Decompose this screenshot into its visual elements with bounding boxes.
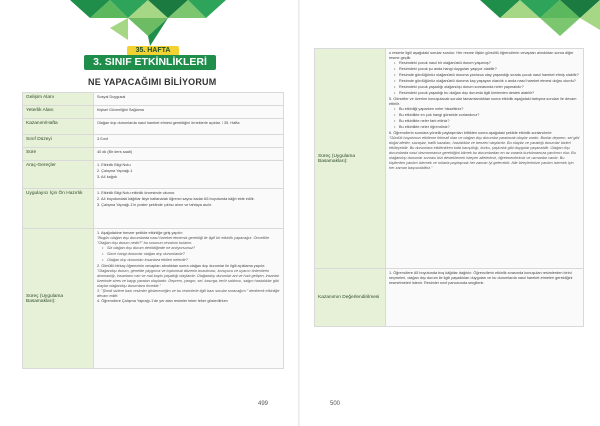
step-text: 6. Öğrencilerin sorulara yönelik paylaşımları bittikten sonra aşağıdaki şekilde etkinlik sonlandırılır: xyxy=(389,131,553,135)
page-number-right: 500 xyxy=(330,401,341,407)
araclar-list xyxy=(97,163,280,180)
quote-text: "Bugün olağan dışı durumlarda nasıl hareket etmemiz gerektiği ile ilgili bir etkinlik yapacağız. Öncelikle "Olağan dışı durum nedir?" bu sorunun cevabını bulalım. xyxy=(97,236,270,245)
step-text: 2. Gönüllü birkaç öğrencinin cevapları alındıktan sonra olağan dışı durumlar ile ilgili açıklama yapılır: xyxy=(97,264,266,268)
list-item: 1. Etkinlik Bilgi Notu etkinlik öncesinde okunur. xyxy=(97,191,176,195)
list-item: • Bu etkinlikte neler fark ettiniz? xyxy=(399,119,580,124)
row-label: Kazanımın Değerlendirilmesi xyxy=(315,269,386,327)
list-item: • Siz olağan dışı durum denildiğinde ne anlıyorsunuz? xyxy=(107,246,280,251)
evaluation-text: 1. Öğrencilere A5 boyutunda boş kâğıtlar dağıtılır. Öğrencilerin etkinlik sırasında konuşulan resimlerden birini seçmeleri, olağan dışı durum ile ilgili yaşadıkları duyguları ve bu durumlarda nasıl hareket etmeleri gerektiğini resmetmeleri istenir. Resimler sınıf panosunda sergilenir. xyxy=(386,269,584,327)
row-label: Süre xyxy=(23,148,94,161)
list-item: • Bu etkinlikte neler öğrendiniz? xyxy=(399,125,580,130)
table-row xyxy=(23,106,284,119)
row-value: 3.Sınıf xyxy=(94,135,284,148)
list-item: 3. A4 kağıdı xyxy=(97,175,118,179)
table-row xyxy=(23,135,284,148)
list-item: • Resimde gördüğünüz olağanüstü duruma yanlızca olay yaşandığı sırada çocuk nasıl hareket etmiş olabilir? xyxy=(399,73,580,78)
surec-right-cell xyxy=(386,49,584,269)
table-row xyxy=(315,269,584,327)
row-label: Süreç (Uygulama Basamakları): xyxy=(315,49,386,269)
picture-question-list xyxy=(389,61,580,96)
row-value: Sosyal Duygusal xyxy=(94,93,284,106)
row-value: Kişisel Güvenliğini Sağlama xyxy=(94,106,284,119)
row-value: 40 dk (Bir ders saati) xyxy=(94,148,284,161)
row-label: Sınıf Düzeyi xyxy=(23,135,94,148)
question-list xyxy=(97,246,280,263)
closing-quote: "Günlük hayatımızı etkileme ihtimali olan ve olağan dışı durumlar yaratacak olaylar vardır. Bunlar deprem, sel gibi doğal afetler, savaşlar, trafik kazaları, hastalıklar ve benzeri olaylardır. Bu olaylar ve yarattığı durumlar bizleri etkileyebilir. Bu durumlara etkilenirken kafa karışıklığı, korku, şaşkınlık gibi duygular yaşanabilir. Olağan dışı durumlarda nasıl davranmamız gerektiğini bilmek bu durumlardan en az zararla kurtulmamıza yardımcı olur. Bu olağandışı durumlar sonrası bizi desteklemek isteyen ailelerimiz, öğretmenlerimiz ve uzmanlar vardır. Bu kişilerden yardım istemek ve onlarla paylaşmak her zaman iyi gelecektir. Aile bireylerimize yardım istemek için her zaman başvurabiliriz." xyxy=(389,136,580,170)
list-item: • Sizce hangi durumlar olağan dışı durumlardır? xyxy=(107,252,280,257)
table-row xyxy=(23,119,284,135)
araclar-list-cell xyxy=(94,161,284,189)
list-item: • Bu etkinliği yaparken neler hissettiniz? xyxy=(399,107,580,112)
hazirlik-list-cell xyxy=(94,189,284,229)
discussion-question-list xyxy=(389,107,580,130)
table-row xyxy=(23,148,284,161)
triangle-pattern-right xyxy=(300,0,600,40)
list-item: 3. Çalışma Yaprağı-1'in poster şeklinde çıktısı alınır ve tahtaya asılır. xyxy=(97,203,212,207)
quote-text: "Olağandışı durum, genelde yaygınca ve toplumsal düzenin bozulması, koruyucu ve uyarıcı önlemlerin alınmadığı, insanların can ve mal kaybı yaşadığı olaylardır. Olağandışı durumlar ani ve hızlı gelişen, insanlar üzerinde stres ve kaygı yaratan olaylardır. Deprem, yangın, sel, kasırga, terör saldırısı, salgın hastalıklar gibi olaylar olağandışı durumlara örnektir." xyxy=(97,269,279,288)
step-text: 4. Öğrencilere Çalışma Yaprağı-1'de yer alan resimler teker teker gösterilirken xyxy=(97,299,228,303)
row-label: Gelişim Alanı xyxy=(23,93,94,106)
row-value: Olağan dışı durumlarda nasıl hareket etmesi gerektiğini örneklerle açıklar. / 35. Hafta xyxy=(94,119,284,135)
step-text: o resimle ilgili aşağıdaki sorular sorulur. Her resme ilişkin görsüllü öğrencilerin cevapları alındıktan sonra diğer resme geçilir. xyxy=(389,51,574,60)
row-label: Uygulayıcı İçin Ön Hazırlık xyxy=(23,189,94,229)
week-badge: 35. HAFTA xyxy=(127,46,179,56)
surec-left-cell xyxy=(94,229,284,369)
list-item: • Resimdeki çocuk şu anda hangi duyguları yaşıyor olabilir? xyxy=(399,67,580,72)
step-text: 5. Görseller ve üzerine konuşulacak sorular tamamlandıktan sonra etkinlik aşağıdaki tartışma soruları ile devam ettirilir. xyxy=(389,97,577,106)
table-row xyxy=(23,161,284,189)
list-item: • Resimdeki çocuk yaşadığı olağandışı durum sonrasında neler yapmalıdır? xyxy=(399,85,580,90)
row-label: Kazanım/Hafta xyxy=(23,119,94,135)
list-item: • Olağan dışı durumları insanlara etkileri nelerdir? xyxy=(107,258,280,263)
step-text: 3. "Şimdi sizlere bazı resimler göstereceğim ve bu resimlerle ilgili bazı sorular soracağım." denilerek etkinliğe devam edilir. xyxy=(97,289,280,298)
activity-table-left xyxy=(22,92,284,369)
hazirlik-list xyxy=(97,191,280,208)
page-number-left: 499 xyxy=(258,401,269,407)
list-item: 1. Etkinlik Bilgi Notu xyxy=(97,163,131,167)
list-item: • Resimdeki çocuk yaşadığı bu olağan dışı durumla ilgili kimlerden destek alabilir? xyxy=(399,91,580,96)
list-item: 2. Çalışma Yaprağı-1 xyxy=(97,169,133,173)
row-label: Süreç (Uygulama Basamakları): xyxy=(23,229,94,369)
right-page xyxy=(300,0,600,426)
list-item: 2. A4 boyutundaki kâğıtlar ikiye katlanarak öğrenci sayısı kadar A5 boyutunda kâğıt elde edilir. xyxy=(97,197,255,201)
list-item: • Resimdeki çocuk nasıl bir olağanüstü durum yaşamış? xyxy=(399,61,580,66)
list-item: • Bu etkinlikte en çok hangi görselde zorlandınız? xyxy=(399,113,580,118)
activity-table-right xyxy=(314,48,584,327)
list-item: • Resimde gördüğünüz olağanüstü duruma kaç yaşayan olasılık o anda nasıl hareket etmesi doğru olurdu? xyxy=(399,79,580,84)
row-label: Araç-Gereçler xyxy=(23,161,94,189)
table-row xyxy=(23,189,284,229)
table-row xyxy=(23,229,284,369)
step-text: 1. Aşağıdakine benzer şekilde etkinliğe giriş yapılır: xyxy=(97,231,183,235)
table-row xyxy=(23,93,284,106)
section-heading: NE YAPACAĞIMI BİLİYORUM xyxy=(88,77,217,87)
table-row xyxy=(315,49,584,269)
row-label: Yeterlik Alanı xyxy=(23,106,94,119)
triangle-pattern-left xyxy=(0,0,300,46)
page-title-badge: 3. SINIF ETKİNLİKLERİ xyxy=(84,55,216,70)
